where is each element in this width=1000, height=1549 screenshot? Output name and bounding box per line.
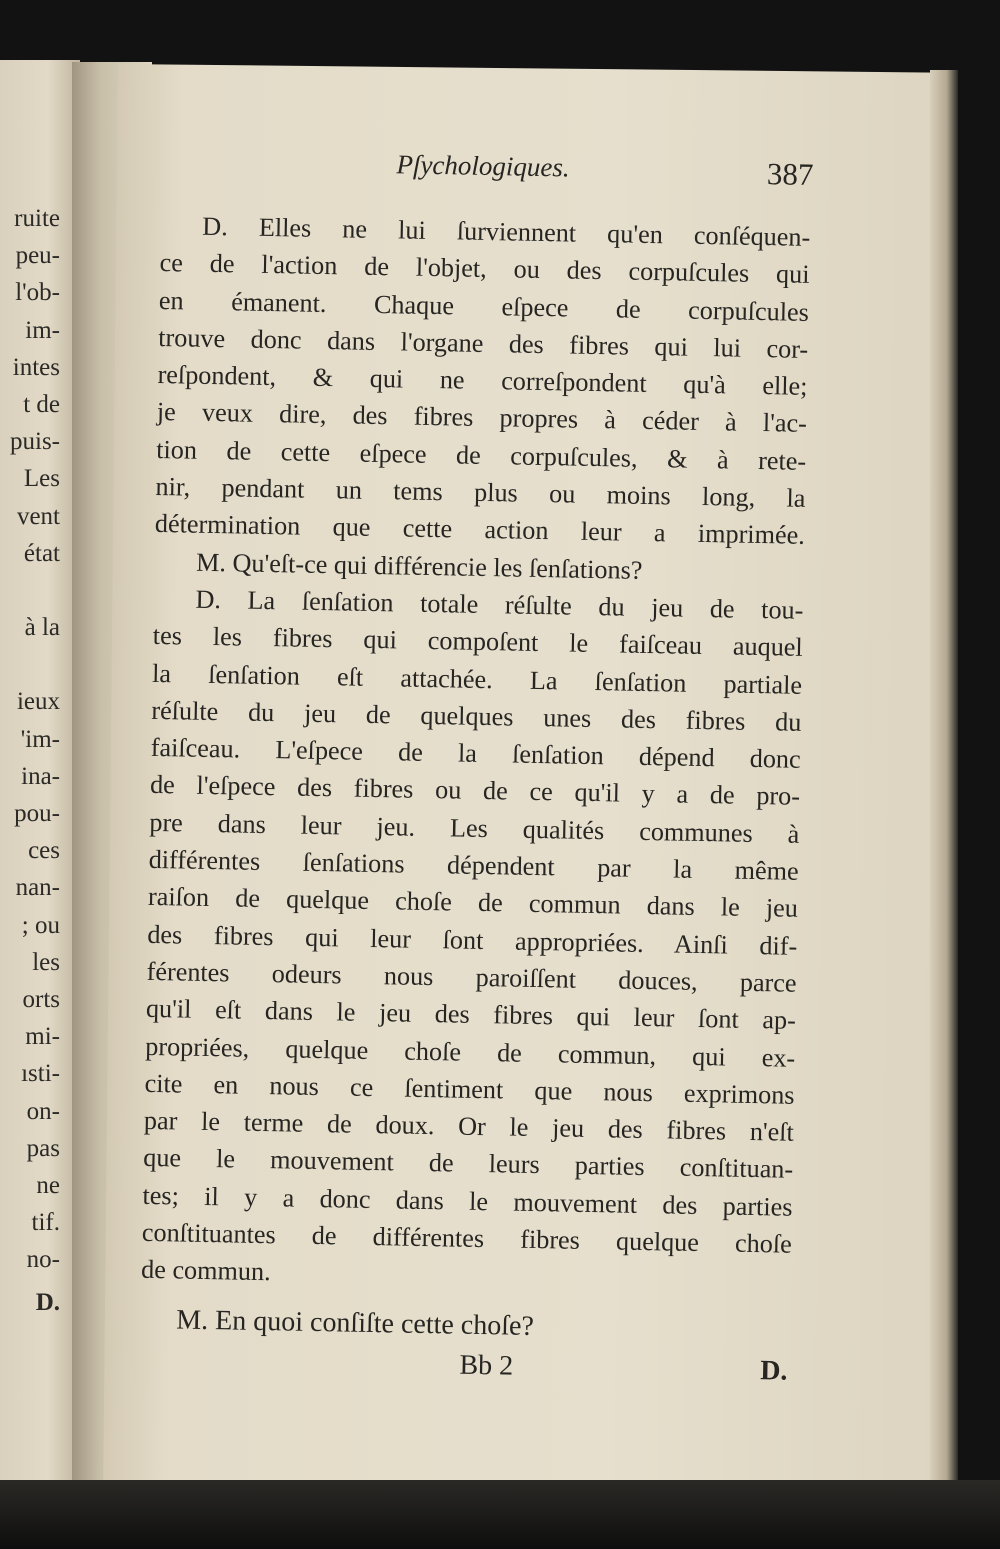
left-fragment: ne [36,1171,60,1199]
text-line: tes; il y a donc dans le mouvement des parties [142,1180,793,1222]
left-fragment: nan- [15,874,60,902]
left-fragment: puis- [10,428,60,456]
text-line: faiſceau. L'eſpece de la ſenſation dépend donc [150,733,801,774]
text-line: réſulte du jeu de quelques unes des fibres du [151,695,802,737]
text-line: tes les fibres qui compoſent le faiſceau auquel [152,621,803,663]
text-line: férentes odeurs nous paroiſſent douces, parce [146,956,797,998]
text-line: tion de cette eſpece de corpuſcules, & à rete- [155,434,807,476]
text-line: par le terme de doux. Or le jeu des fibres n'eſt [143,1105,795,1147]
left-fragment: peu- [15,242,60,270]
text-line: raiſon de quelque choſe de commun dans le jeu [147,882,799,924]
left-fragment: ; ou [21,911,60,939]
left-fragment: état [23,539,60,567]
text-line: de commun. [140,1255,271,1287]
text-line: D. Elles ne lui ſurviennent qu'en conſéquen- [202,211,811,252]
background-shadow [0,1480,1000,1549]
left-fragment: im- [25,316,60,344]
page-edge [930,70,958,1490]
text-line: différentes ſenſations dépendent par la même [148,844,799,886]
left-fragment: tif. [31,1209,60,1237]
text-line: D. La ſenſation totale réſulte du jeu de tou- [195,584,804,625]
text-line: pre dans leur jeu. Les qualités communes à [149,807,800,849]
left-fragment: ces [28,837,60,865]
left-fragment [0,572,60,609]
text-line: je veux dire, des fibres propres à céder à l'ac- [156,397,808,439]
text-line: qu'il eſt dans le jeu des fibres qui leur ſont ap- [145,994,797,1035]
left-fragment: Les [23,465,60,493]
catchword: D. [759,1355,788,1387]
text-line: conſtituantes de différentes fibres quelque choſe [141,1217,793,1259]
page-number: 387 [766,156,814,192]
text-line: que le mouvement de leurs parties conſtituan- [142,1143,794,1185]
question-line: M. En quoi conſiſte cette choſe? [176,1304,535,1342]
text-line: trouve donc dans l'organe des fibres qui lui cor- [158,322,809,364]
left-fragment: les [32,948,60,976]
page-text-block [139,135,812,1406]
left-fragment: à la [24,614,60,642]
running-head: Pſychologiques. [396,149,570,183]
text-line: de l'eſpece des fibres ou de ce qu'il y a de pro- [149,770,801,812]
left-fragment: no- [26,1246,60,1274]
left-fragment: vent [16,502,60,530]
left-fragment: ieux [16,688,60,716]
left-page-fragments [0,200,60,1322]
text-line: propriées, quelque choſe de commun, qui ex- [145,1031,796,1073]
left-end-mark: D. [35,1289,60,1317]
signature-mark: Bb 2 [459,1349,514,1382]
page-header [161,135,812,219]
text-line: en émanent. Chaque eſpece de corpuſcules [158,285,810,327]
left-fragment [0,646,60,683]
left-fragment: pas [26,1134,60,1162]
left-fragment: pou- [14,800,60,827]
text-line: M. Qu'eſt-ce qui différencie les ſenſations? [195,547,643,585]
left-fragment: t de [23,390,60,418]
text-line: ce de l'action de l'objet, ou des corpuſcules qui [159,248,810,290]
text-line: nir, pendant un tems plus ou moins long, la [155,472,806,513]
text-line: détermination que cette action leur a imprimée. [154,509,806,551]
left-fragment: ısti- [21,1060,60,1088]
left-fragment: on- [26,1097,60,1125]
text-line: cite en nous ce ſentiment que nous exprimons [144,1068,795,1110]
left-fragment: ina- [21,762,60,790]
left-fragment: ruite [14,205,60,232]
body-text [141,207,811,1300]
text-line: la ſenſation eſt attachée. La ſenſation partiale [151,658,803,700]
left-fragment: intes [12,353,60,381]
left-fragment: mi- [25,1023,60,1051]
left-fragment: orts [22,985,60,1013]
left-fragment: 'im- [20,725,60,753]
left-fragment: l'ob- [15,279,60,307]
text-line: des fibres qui leur ſont appropriées. Ainſi dif- [147,919,798,961]
text-line: reſpondent, & qui ne correſpondent qu'à elle; [157,360,808,402]
